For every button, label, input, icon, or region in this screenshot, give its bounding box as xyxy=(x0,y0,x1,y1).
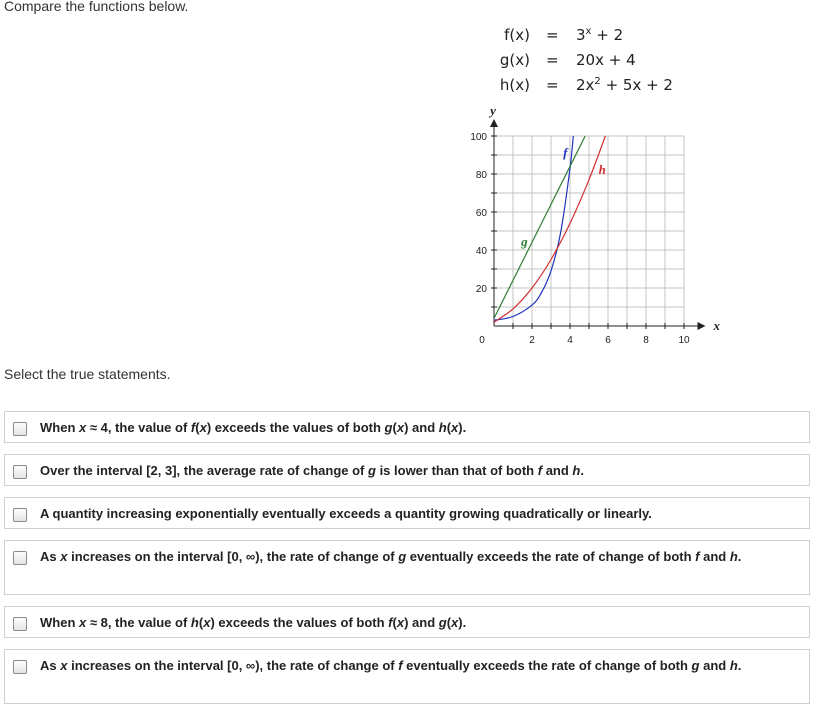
y-tick-label: 40 xyxy=(475,246,487,257)
option-checkbox[interactable] xyxy=(13,551,27,565)
option-label: Over the interval [2, 3], the average rate of change of g is lower than that of both f and h. xyxy=(40,463,584,478)
option-checkbox[interactable] xyxy=(13,508,27,522)
function-expression: $2x^2 + 5x + 2$ xyxy=(576,76,673,94)
x-tick-label: 8 xyxy=(643,335,649,346)
option-5[interactable] xyxy=(4,606,810,638)
function-graph xyxy=(460,105,730,355)
function-name: g(x) xyxy=(499,51,530,69)
option-label: When x ≈ 4, the value of f(x) exceeds the values of both g(x) and h(x). xyxy=(40,420,467,435)
option-4[interactable] xyxy=(4,540,810,595)
equals-sign: = xyxy=(546,76,559,94)
option-label: When x ≈ 8, the value of h(x) exceeds the values of both f(x) and g(x). xyxy=(40,615,467,630)
curve-label-h: h xyxy=(598,162,606,177)
option-6[interactable] xyxy=(4,649,810,704)
option-checkbox[interactable] xyxy=(13,617,27,631)
function-expression: 20x + 4 xyxy=(576,51,636,69)
option-label: As x increases on the interval [0, ∞), the rate of change of g eventually exceeds the rate of change of both f and h. xyxy=(40,549,742,564)
y-tick-label: 100 xyxy=(470,132,487,143)
equals-sign: = xyxy=(546,51,559,69)
instructions-text: Select the true statements. xyxy=(4,366,171,382)
option-2[interactable] xyxy=(4,454,810,486)
question-prompt: Compare the functions below. xyxy=(4,0,189,14)
option-checkbox[interactable] xyxy=(13,422,27,436)
x-tick-label: 2 xyxy=(529,335,535,346)
y-tick-label: 20 xyxy=(475,284,487,295)
curve-g xyxy=(494,136,585,318)
y-axis-arrow xyxy=(490,119,498,127)
curve-f xyxy=(494,130,574,320)
x-tick-label: 10 xyxy=(678,335,690,346)
y-tick-label: 60 xyxy=(475,208,487,219)
equals-sign: = xyxy=(546,26,559,44)
curve-label-f: f xyxy=(563,144,568,160)
function-name: h(x) xyxy=(499,76,530,94)
option-label: As x increases on the interval [0, ∞), the rate of change of f eventually exceeds the rate of change of both g and h. xyxy=(40,658,742,673)
y-tick-label: 80 xyxy=(475,170,487,181)
option-label: A quantity increasing exponentially eventually exceeds a quantity growing quadratically or linearly. xyxy=(40,506,652,521)
x-tick-label: 6 xyxy=(605,335,611,346)
function-expression: $3^x + 2$ xyxy=(576,26,624,44)
x-tick-label: 0 xyxy=(479,335,485,346)
x-tick-label: 4 xyxy=(567,335,573,346)
option-3[interactable] xyxy=(4,497,810,529)
curve-label-g: g xyxy=(521,234,528,250)
x-axis-arrow xyxy=(698,322,706,330)
y-axis-label: y xyxy=(490,105,496,118)
x-axis-label: x xyxy=(713,318,720,333)
option-checkbox[interactable] xyxy=(13,660,27,674)
function-name: f(x) xyxy=(504,26,530,44)
option-1[interactable] xyxy=(4,411,810,443)
option-checkbox[interactable] xyxy=(13,465,27,479)
